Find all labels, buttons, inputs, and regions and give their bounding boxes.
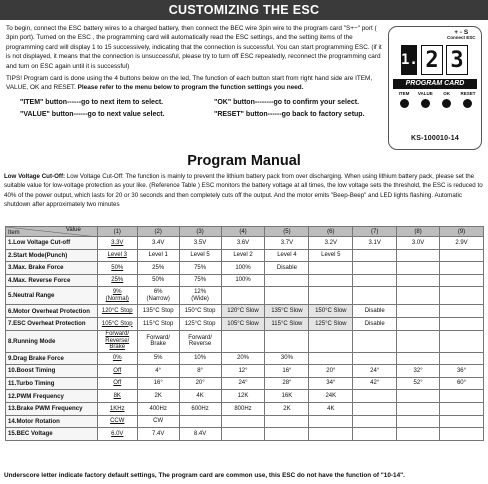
connect-esc-label: Connect ESC [447,35,476,40]
lvc-text: Low Voltage Cut-Off: The function is mainly to prevent the lithium battery pack from over discharging. When using lithium battery pack, please set the suitable value for low-voltage protection as your like. (Reference Table ) ESC monitors the battery voltage at all times, the low voltage sets the threshold, the ESC is reduced to 40% of the power output, which lasts for 20 or 30 seconds and then completely cuts off the output. And the motor emits "Beep-Beep" and LED lights flashing. Automatic shutdown after approximately two minutes [4,173,483,209]
row-item-label: 10.Boost Timing [6,365,98,378]
port-plus: + [454,29,459,36]
col-header: (1) [97,227,137,237]
table-cell [265,274,309,287]
table-cell: 20% [221,352,265,365]
table-cell [397,402,440,415]
col-header: (4) [221,227,265,237]
table-cell [353,402,397,415]
table-cell: 24° [353,365,397,378]
table-cell [221,428,265,441]
table-cell [440,305,484,318]
lvc-label: Low Voltage Cut-Off: [4,173,66,180]
row-item-label: 3.Max. Brake Force [6,262,98,275]
table-cell [440,330,484,352]
table-cell: 6% (Narrow) [137,287,179,305]
row-item-label: 7.ESC Overheat Protection [6,317,98,330]
table-cell: 115°C Stop [137,317,179,330]
row-item-label: 2.Start Mode(Punch) [6,249,98,262]
table-cell: 125°C Slow [309,317,353,330]
table-cell: 8° [179,365,221,378]
card-item-label: ITEM [398,91,410,96]
card-reset-button-icon [463,99,472,108]
table-cell: 120°C Slow [221,305,265,318]
item-button-guide: "ITEM" button------go to next item to select. [20,98,164,106]
row-item-label: 9.Drag Brake Force [6,352,98,365]
table-cell [353,352,397,365]
value-header: Value [65,227,81,233]
table-cell: Level 1 [137,249,179,262]
table-row [6,305,484,318]
table-row [6,287,484,305]
table-cell: CCW [97,415,137,428]
card-item-button-icon [400,99,409,108]
table-cell [397,287,440,305]
table-cell: 24K [309,390,353,403]
table-cell [353,274,397,287]
table-cell: 4° [137,365,179,378]
table-cell [397,249,440,262]
table-cell: 150°C Stop [179,305,221,318]
table-cell: Level 2 [221,249,265,262]
table-cell: 1KHz [97,402,137,415]
table-row [6,365,484,378]
table-cell: 5% [137,352,179,365]
table-cell [221,415,265,428]
table-row [6,390,484,403]
card-buttons [395,99,477,108]
table-cell [309,415,353,428]
table-cell: 42° [353,377,397,390]
table-cell: Forward/ Reverse [179,330,221,352]
table-cell [397,317,440,330]
table-cell: 115°C Slow [265,317,309,330]
table-cell [397,390,440,403]
intro-section [6,24,382,120]
table-row [6,274,484,287]
value-button-guide: "VALUE" button------go to next value select. [20,111,165,119]
table-cell [397,352,440,365]
table-cell: Forward/ Brake [137,330,179,352]
ok-button-guide: "OK" button--------go to confirm your select. [214,98,360,106]
col-header: (7) [353,227,397,237]
col-header: (8) [397,227,440,237]
table-cell [440,352,484,365]
table-cell: 3.7V [265,237,309,250]
table-cell [440,262,484,275]
table-cell: 75% [179,274,221,287]
card-model-code: KS-100010-14 [411,135,459,142]
table-cell: 8K [97,390,137,403]
row-item-label: 14.Motor Rotation [6,415,98,428]
tips-text: TIPS! Program card is done using the 4 buttons below on the led, The function of each button start from right hand side are ITEM, VALUE, OK and RESET. [6,75,373,92]
table-corner-header [6,227,98,237]
table-row [6,249,484,262]
table-cell: 50% [97,262,137,275]
button-guide [20,98,382,120]
row-item-label: 1.Low Voltage Cut-off [6,237,98,250]
table-cell [440,287,484,305]
table-cell: 75% [179,262,221,275]
col-header: (5) [265,227,309,237]
led-display [401,45,469,75]
table-cell [265,415,309,428]
table-header-row [6,227,484,237]
table-cell: 3.3V [97,237,137,250]
table-cell: 400Hz [137,402,179,415]
card-value-label: VALUE [417,91,433,96]
card-ok-button-icon [442,99,451,108]
table-cell: 4K [309,402,353,415]
table-cell [179,415,221,428]
diagonal-divider-icon [6,227,98,237]
table-cell: Level 5 [309,249,353,262]
table-cell: Level 5 [179,249,221,262]
card-reset-label: RESET [460,91,476,96]
reset-button-guide: "RESET" button------go back to factory setup. [214,111,365,119]
col-header: (2) [137,227,179,237]
table-cell: 135°C Stop [137,305,179,318]
table-cell: 105°C Slow [221,317,265,330]
table-cell: Disable [265,262,309,275]
item-header: Item [8,230,20,236]
table-cell [309,274,353,287]
row-item-label: 6.Motor Overheat Protection [6,305,98,318]
table-cell: 20° [179,377,221,390]
card-value-button-icon [421,99,430,108]
banner-title: CUSTOMIZING THE ESC [168,3,320,17]
table-cell [309,330,353,352]
port-minus: - [459,29,463,36]
table-cell: 30% [265,352,309,365]
table-cell: 105°C Stop [97,317,137,330]
table-cell [397,428,440,441]
table-cell [353,249,397,262]
table-cell [265,330,309,352]
card-port-labels [447,30,476,40]
table-cell: 2K [265,402,309,415]
table-cell: Level 3 [97,249,137,262]
table-row [6,317,484,330]
table-row [6,402,484,415]
table-cell: Forward/ Reverse/ Brake [97,330,137,352]
table-cell: 3.1V [353,237,397,250]
table-cell: 2.9V [440,237,484,250]
table-cell [440,249,484,262]
table-row [6,237,484,250]
table-cell [440,317,484,330]
table-cell [440,274,484,287]
table-cell: 12K [221,390,265,403]
table-cell: 3.5V [179,237,221,250]
table-cell: 36° [440,365,484,378]
row-item-label: 8.Running Mode [6,330,98,352]
row-item-label: 13.Brake PWM Frequency [6,402,98,415]
table-cell: Off [97,377,137,390]
port-signal: S [463,29,469,36]
table-row [6,352,484,365]
table-cell [309,287,353,305]
table-cell [440,428,484,441]
table-cell [397,330,440,352]
table-cell: Disable [353,317,397,330]
program-card-label: PROGRAM CARD [393,79,477,89]
table-cell: 4K [179,390,221,403]
program-card-image [388,26,482,150]
table-cell: Disable [353,305,397,318]
table-cell: 16° [137,377,179,390]
table-cell: 600Hz [179,402,221,415]
table-cell: 3.2V [309,237,353,250]
table-cell: 120°C Stop [97,305,137,318]
table-body [6,237,484,441]
lvc-description [4,172,486,210]
table-cell: 12% (Wide) [179,287,221,305]
table-cell [265,428,309,441]
table-cell [353,415,397,428]
page-banner [0,0,488,20]
col-header: (3) [179,227,221,237]
table-cell: CW [137,415,179,428]
table-cell: 3.4V [137,237,179,250]
table-cell: 6.0V [97,428,137,441]
tips-bold: Please refer to the menu below to program the function settings you need. [77,84,304,92]
table-cell [440,402,484,415]
card-ok-label: OK [443,91,451,96]
table-row [6,262,484,275]
table-cell [353,390,397,403]
led-digit-3: 3 [446,45,468,75]
table-cell: 12° [221,365,265,378]
table-cell [309,428,353,441]
table-cell: 20° [309,365,353,378]
table-cell [397,415,440,428]
table-cell [221,330,265,352]
table-cell: 16K [265,390,309,403]
table-cell [309,352,353,365]
col-header: (6) [309,227,353,237]
row-item-label: 12.PWM Frequency [6,390,98,403]
table-cell: 150°C Slow [309,305,353,318]
table-cell [440,415,484,428]
table-row [6,377,484,390]
table-cell [221,287,265,305]
table-cell: 32° [397,365,440,378]
table-cell: 34° [309,377,353,390]
table-cell: 60° [440,377,484,390]
table-cell: 2K [137,390,179,403]
table-cell: 52° [397,377,440,390]
row-item-label: 15.BEC Voltage [6,428,98,441]
table-cell: 135°C Slow [265,305,309,318]
table-cell: 3.6V [221,237,265,250]
table-cell [397,262,440,275]
manual-title: Program Manual [187,153,301,169]
table-cell [397,274,440,287]
table-cell [353,262,397,275]
table-cell [309,262,353,275]
table-cell: 125°C Stop [179,317,221,330]
led-digit-1: 1. [401,45,417,75]
table-cell: Level 4 [265,249,309,262]
table-cell: 24° [221,377,265,390]
row-item-label: 5.Neutral Range [6,287,98,305]
table-cell: 8.4V [179,428,221,441]
table-cell [353,287,397,305]
table-cell [440,390,484,403]
table-cell: 16° [265,365,309,378]
table-cell: 3.0V [397,237,440,250]
col-header: (9) [440,227,484,237]
table-row [6,428,484,441]
table-cell: 100% [221,274,265,287]
table-cell: 0% [97,352,137,365]
table-cell: 25% [97,274,137,287]
tips-paragraph [6,74,382,93]
card-button-labels [395,91,477,96]
program-table [5,226,484,441]
table-cell: 800Hz [221,402,265,415]
table-cell: Off [97,365,137,378]
table-cell: 28° [265,377,309,390]
table-cell [265,287,309,305]
table-cell: 10% [179,352,221,365]
table-cell: 25% [137,262,179,275]
row-item-label: 11.Turbo Timing [6,377,98,390]
table-cell: 9% (Normal) [97,287,137,305]
table-cell: 50% [137,274,179,287]
led-digit-2: 2 [421,45,443,75]
table-cell [353,330,397,352]
table-row [6,415,484,428]
table-cell [397,305,440,318]
intro-paragraph: To begin, connect the ESC battery wires to a charged battery, then connect the BEC wire 3pin wire to the program card "S+−" port ( 3pin port). Turned on the ESC , the programming card will automatically read the ESC settings, and the setting items of the programming card will display 1 to 15 successively, indicating that the connection is successful. You can start programming ESC. (if it is not displayed, it means that the connection is unsuccessful, please try to turn off ESC repeatedly, reconnect the programming card and turn on ESC again until it is successful) [6,25,382,70]
table-cell: 7.4V [137,428,179,441]
footer-note: Underscore letter indicate factory default settings, The program card are common use, this ESC do not have the function of "10-14". [4,472,405,479]
table-cell [353,428,397,441]
row-item-label: 4.Max. Reverse Force [6,274,98,287]
table-cell: 100% [221,262,265,275]
table-row [6,330,484,352]
